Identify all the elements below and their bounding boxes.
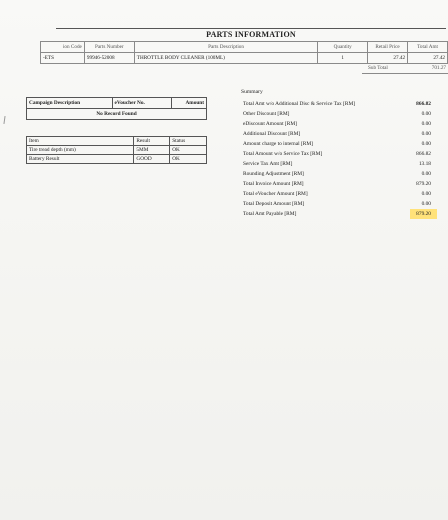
summary-value: 0.00 — [421, 141, 431, 147]
inspection-table — [26, 136, 207, 164]
col-header: Retail Price — [368, 42, 408, 53]
summary-label: Total Amount w/o Service Tax [RM] — [243, 151, 323, 157]
summary-label: Additional Discount [RM] — [243, 131, 301, 137]
summary-label: eDiscount Amount [RM] — [243, 121, 297, 127]
campaign-table — [26, 97, 207, 120]
part-code: -ETS — [41, 53, 85, 64]
col-header: ion Code — [41, 42, 85, 53]
summary-row — [243, 189, 431, 199]
part-retail-price: 27.42 — [368, 53, 408, 64]
inspection-status: OK — [170, 146, 207, 155]
table-row — [27, 146, 207, 155]
col-header: eVoucher No. — [112, 98, 172, 109]
summary-title: Summary — [241, 89, 263, 95]
summary-row — [243, 169, 431, 179]
col-header: Status — [170, 137, 207, 146]
summary-value: 0.00 — [421, 201, 431, 207]
table-row — [27, 155, 207, 164]
part-description: THROTTLE BODY CLEANER (100ML) — [134, 53, 317, 64]
col-header: Parts Number — [84, 42, 134, 53]
col-header: Parts Description — [134, 42, 317, 53]
col-header: Quantity — [318, 42, 368, 53]
summary-label: Total Amt w/o Additional Disc & Service Tax [RM] — [243, 101, 356, 107]
summary-label: Total Deposit Amount [RM] — [243, 201, 305, 207]
summary-label: Total Invoice Amount [RM] — [243, 181, 304, 187]
summary-row — [243, 99, 431, 109]
divider — [362, 73, 448, 74]
inspection-item: Tire tread depth (mm) — [27, 146, 134, 155]
parts-table — [40, 41, 448, 64]
inspection-result: GOOD — [134, 155, 170, 164]
campaign-table-header — [27, 98, 207, 109]
pen-mark — [3, 116, 5, 124]
summary-row — [243, 199, 431, 209]
summary-value: 0.00 — [421, 171, 431, 177]
parts-table-header — [41, 42, 448, 53]
summary-value: 13.18 — [418, 161, 431, 167]
summary-value: 0.00 — [421, 121, 431, 127]
summary-row — [243, 119, 431, 129]
summary-label: Amount charge to internal [RM] — [243, 141, 313, 147]
col-header: Result — [134, 137, 170, 146]
summary-row — [243, 149, 431, 159]
no-record-text: No Record Found — [27, 109, 207, 120]
col-header: Amount — [172, 98, 207, 109]
part-total: 27.42 — [408, 53, 448, 64]
summary-label: Total Amt Payable [RM] — [243, 211, 297, 217]
table-row — [27, 109, 207, 120]
summary-row — [243, 129, 431, 139]
inspection-result: 5MM — [134, 146, 170, 155]
summary-list — [243, 99, 431, 219]
col-header: Item — [27, 137, 134, 146]
inspection-item: Battery Result — [27, 155, 134, 164]
summary-row — [243, 159, 431, 169]
inspection-table-header — [27, 137, 207, 146]
summary-row — [243, 109, 431, 119]
total-payable-value: 879.20 — [410, 209, 437, 219]
parts-subtotal — [326, 64, 448, 73]
summary-row — [243, 139, 431, 149]
summary-value: 0.00 — [421, 111, 431, 117]
part-quantity: 1 — [318, 53, 368, 64]
summary-label: Service Tax Amt [RM] — [243, 161, 293, 167]
summary-value: 0.00 — [421, 191, 431, 197]
table-row — [41, 53, 448, 64]
part-number: 99946-52008 — [84, 53, 134, 64]
summary-value: 866.82 — [416, 101, 431, 107]
summary-value: 0.00 — [421, 131, 431, 137]
summary-label: Other Discount [RM] — [243, 111, 290, 117]
summary-value: 866.82 — [416, 151, 431, 157]
col-header: Campaign Description — [27, 98, 113, 109]
summary-value: 879.20 — [416, 181, 431, 187]
inspection-status: OK — [170, 155, 207, 164]
summary-label: Total eVoucher Amount [RM] — [243, 191, 308, 197]
subtotal-label: Sub Total — [368, 65, 388, 71]
summary-label: Rounding Adjustment [RM] — [243, 171, 304, 177]
summary-row — [243, 209, 431, 219]
col-header: Total Amt — [408, 42, 448, 53]
subtotal-value: 701.27 — [431, 65, 446, 71]
parts-section-title: PARTS INFORMATION — [56, 28, 446, 42]
summary-row — [243, 179, 431, 189]
